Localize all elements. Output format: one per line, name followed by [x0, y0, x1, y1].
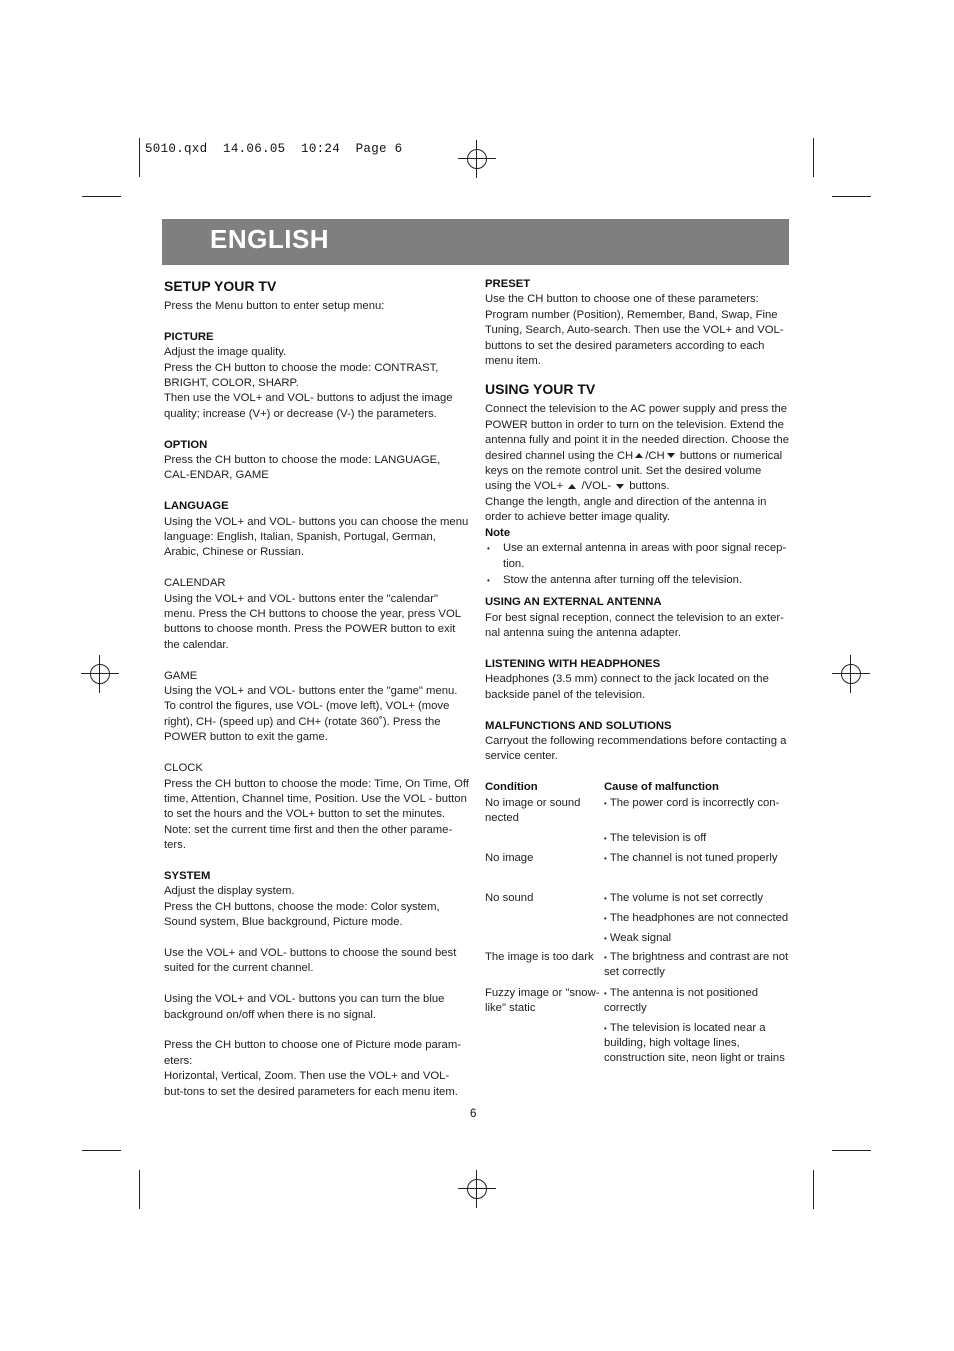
using-text-c: buttons or numerical keys on the remote control unit. Set the desired volume using the VOL+: [485, 449, 783, 493]
note-list: [485, 541, 791, 588]
clock-text: Press the CH button to choose the mode: Time, On Time, Off time, Attention, Channel time, Position. Use the VOL - button to set the hours and the VOL+ button to set the minutes. Note: set the current time first and then the other parame-ters.: [164, 777, 469, 852]
cause-header: Cause of malfunction: [604, 781, 719, 794]
registration-mark-left: [81, 655, 119, 693]
arrow-up-icon: [568, 484, 576, 489]
cause-cell: • The headphones are not connected: [604, 912, 788, 924]
right-column: [485, 277, 791, 1067]
language-text: Using the VOL+ and VOL- buttons you can choose the menu language: English, Italian, Spanish, Portugal, German, Arabic, Chinese or Russian.: [164, 515, 469, 559]
preset-heading: PRESET: [485, 278, 531, 290]
table-row: [485, 796, 791, 831]
crop-mark: [813, 1170, 814, 1209]
option-heading: OPTION: [164, 438, 208, 451]
crop-mark: [139, 1170, 140, 1209]
system-sound-text: Use the VOL+ and VOL- buttons to choose the sound best suited for the current channel.: [164, 946, 457, 975]
table-header: [485, 780, 791, 795]
option-text: Press the CH button to choose the mode: LANGUAGE, CAL-ENDAR, GAME: [164, 454, 441, 482]
note-item: • Use an external antenna in areas with poor signal recep-tion.: [485, 541, 791, 572]
system-picture-text-2: Horizontal, Vertical, Zoom. Then use the VOL+ and VOL- but-tons to set the desired parameters for each menu item.: [164, 1070, 458, 1098]
arrow-up-icon: [635, 453, 643, 458]
table-row: [485, 950, 791, 986]
registration-mark-bottom: [458, 1170, 496, 1208]
crop-mark: [813, 138, 814, 177]
headphones-heading: LISTENING WITH HEADPHONES: [485, 657, 661, 670]
left-column: [164, 278, 469, 1100]
table-row: [485, 891, 791, 911]
game-text: Using the VOL+ and VOL- buttons enter the "game" menu. To control the figures, use VOL- (move left), VOL+ (move right), CH- (speed up) and CH+ (rotate 360˚). Press the POWER button to exit the game.: [164, 685, 458, 744]
registration-mark-right: [832, 655, 870, 693]
crop-mark: [139, 138, 140, 177]
cause-cell: • The brightness and contrast are not set correctly: [604, 951, 788, 978]
picture-line: Then use the VOL+ and VOL- buttons to adjust the image quality; increase (V+) or decrease (V-) the parameters.: [164, 392, 453, 420]
setup-text: Press the Menu button to enter setup menu:: [164, 300, 385, 312]
table-row: [485, 986, 791, 1021]
system-picture-text: Press the CH button to choose one of Picture mode param-eters:: [164, 1039, 462, 1067]
table-row: [485, 931, 791, 950]
condition-cell: No image: [485, 851, 534, 864]
external-antenna-text: For best signal reception, connect the television to an exter-nal antenna suing the antenna adapter.: [485, 611, 784, 640]
note-heading: Note: [485, 526, 511, 539]
using-text: [485, 402, 791, 494]
system-line: Press the CH buttons, choose the mode: Color system, Sound system, Blue background, Picture mode.: [164, 900, 440, 929]
picture-line: Adjust the image quality.: [164, 346, 287, 359]
using-text-b: /CH: [645, 449, 665, 462]
using-text-a: Connect the television to the AC power supply and press the POWER button in order to turn on the television. Extend the antenna fully and point it in the needed direction. Choose the desired channel using the CH: [485, 403, 789, 462]
condition-cell: No sound: [485, 891, 534, 904]
cause-cell: • The volume is not set correctly: [604, 892, 763, 904]
banner-title: ENGLISH: [210, 224, 330, 254]
malfunctions-text: Carryout the following recommendations before contacting a service center.: [485, 734, 787, 763]
table-row: [485, 831, 791, 851]
system-blue-text: Using the VOL+ and VOL- buttons you can turn the blue background on/off when there is no signal.: [164, 993, 445, 1021]
using-heading: USING YOUR TV: [485, 381, 596, 398]
using-text-e: buttons.: [626, 480, 670, 493]
arrow-down-icon: [616, 484, 624, 489]
using-text-d: /VOL-: [578, 480, 611, 493]
system-line: Adjust the display system.: [164, 885, 295, 898]
picture-line: Press the CH button to choose the mode: CONTRAST, BRIGHT, COLOR, SHARP.: [164, 361, 439, 390]
cause-cell: • The channel is not tuned properly: [604, 852, 778, 864]
print-slug: 5010.qxd 14.06.05 10:24 Page 6: [145, 142, 403, 156]
cause-cell: • Weak signal: [604, 932, 671, 944]
condition-cell: No image or sound nected: [485, 796, 581, 824]
external-antenna-heading: USING AN EXTERNAL ANTENNA: [485, 596, 662, 609]
game-heading: GAME: [164, 669, 198, 682]
setup-heading: SETUP YOUR TV: [164, 278, 277, 294]
table-row: [485, 1021, 791, 1067]
cause-cell: • The power cord is incorrectly con-: [604, 797, 779, 809]
cause-cell: • The antenna is not positioned correctly: [604, 987, 758, 1014]
crop-mark: [832, 1150, 871, 1151]
table-row: [485, 851, 791, 891]
headphones-text: Headphones (3.5 mm) connect to the jack located on the backside panel of the television.: [485, 673, 769, 701]
crop-mark: [82, 196, 121, 197]
calendar-heading: CALENDAR: [164, 577, 226, 590]
condition-cell: Fuzzy image or "snow-like" static: [485, 986, 600, 1014]
note-item: • Stow the antenna after turning off the television.: [485, 573, 791, 588]
calendar-text: Using the VOL+ and VOL- buttons enter the "calendar" menu. Press the CH buttons to choose the year, press VOL buttons to choose month. Press the POWER button to exit the calendar.: [164, 592, 461, 651]
condition-header: Condition: [485, 781, 538, 794]
clock-heading: CLOCK: [164, 762, 203, 775]
preset-text: Use the CH button to choose one of these parameters: Program number (Position), Remember, Band, Swap, Fine Tuning, Search, Auto-search. Then use the VOL+ and VOL-buttons to set the desired parameters according to each menu item.: [485, 293, 784, 368]
language-heading: LANGUAGE: [164, 500, 229, 513]
crop-mark: [82, 1150, 121, 1151]
page-number: 6: [470, 1108, 477, 1120]
using-text-f: Change the length, angle and direction of the antenna in order to achieve better image quality.: [485, 495, 767, 524]
language-banner: [162, 219, 789, 265]
picture-heading: PICTURE: [164, 330, 214, 343]
condition-cell: The image is too dark: [485, 950, 594, 963]
arrow-down-icon: [667, 453, 675, 458]
system-heading: SYSTEM: [164, 869, 211, 882]
registration-mark-top: [458, 140, 496, 178]
cause-cell: • The television is located near a building, high voltage lines, construction site, neon light or trains: [604, 1022, 785, 1065]
cause-cell: • The television is off: [604, 832, 706, 844]
table-row: [485, 911, 791, 931]
crop-mark: [832, 196, 871, 197]
malfunctions-heading: MALFUNCTIONS AND SOLUTIONS: [485, 719, 672, 732]
